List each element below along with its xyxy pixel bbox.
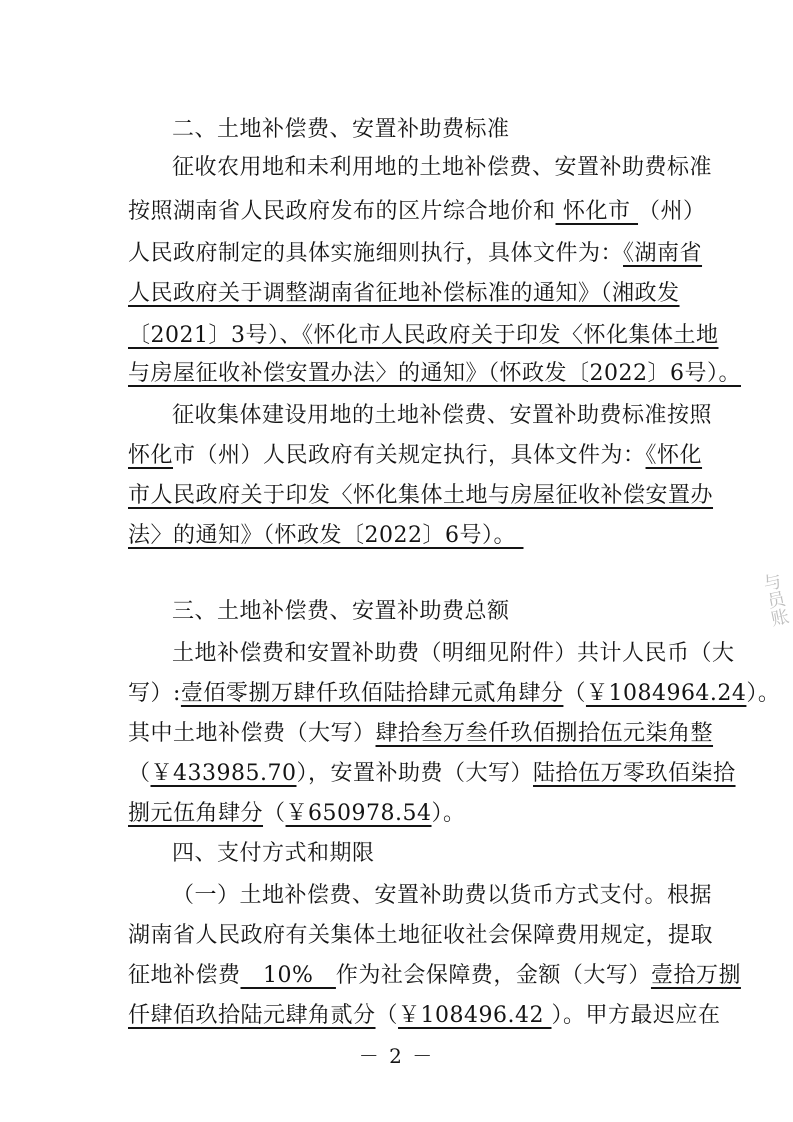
seal-fragment: 与员账 bbox=[758, 571, 791, 629]
filled-document-title: 人民政府关于调整湖南省征地补偿标准的通知》（湘政发 bbox=[128, 281, 680, 306]
filled-document-title: 〔2021〕3号）、《怀化市人民政府关于印发〈怀化集体土地 bbox=[128, 323, 719, 348]
paragraph-line: 土地补偿费和安置补助费（明细见附件）共计人民币（大 bbox=[172, 641, 735, 666]
social-security-words: 仟肆佰玖拾陆元肆角贰分 bbox=[128, 1003, 376, 1028]
paragraph-line: 其中土地补偿费（大写）肆拾叁万叁仟玖佰捌拾伍元柒角整 bbox=[128, 721, 714, 746]
paragraph-line bbox=[0, 318, 793, 354]
filled-document-title: 法〉的通知》（怀政发〔2022〕6号）。 bbox=[128, 523, 516, 548]
resettlement-subsidy-words: 陆拾伍万零玖佰柒拾 bbox=[533, 761, 736, 786]
resettlement-subsidy-words: 捌元伍角肆分 bbox=[128, 801, 264, 826]
paragraph-line bbox=[0, 478, 793, 514]
paragraph-line: 写）:壹佰零捌万肆仟玖佰陆拾肆元贰角肆分（￥1084964.24）。 bbox=[128, 681, 781, 706]
resettlement-subsidy-number: ￥650978.54 bbox=[285, 801, 432, 826]
paragraph-line bbox=[0, 518, 793, 554]
filled-city-name: 怀化 bbox=[128, 443, 174, 468]
total-amount-words: 壹佰零捌万肆仟玖佰陆拾肆元贰角肆分 bbox=[180, 681, 564, 706]
section-heading-4: 四、支付方式和期限 bbox=[172, 841, 375, 866]
filled-document-title: 《湖南省 bbox=[623, 241, 703, 266]
paragraph-line: 湖南省人民政府有关集体土地征收社会保障费用规定，提取 bbox=[128, 923, 714, 948]
filled-document-title: 与房屋征收补偿安置办法〉的通知》（怀政发〔2022〕6号）。 bbox=[128, 361, 741, 386]
paragraph-line bbox=[0, 276, 793, 312]
social-security-rate: 10% bbox=[240, 963, 336, 988]
filled-document-title: 《怀化 bbox=[645, 443, 703, 468]
page-number: － 2 － bbox=[358, 1044, 435, 1068]
total-amount-number: ￥1084964.24 bbox=[585, 681, 747, 706]
section-heading-2: 二、土地补偿费、安置补助费标准 bbox=[172, 117, 510, 142]
section-heading-3: 三、土地补偿费、安置补助费总额 bbox=[172, 599, 510, 624]
paragraph-line: 人民政府制定的具体实施细则执行，具体文件为：《湖南省 bbox=[128, 241, 703, 266]
filled-city-name: 怀化市 bbox=[555, 199, 639, 224]
paragraph-line: （￥433985.70），安置补助费（大写）陆拾伍万零玖佰柒拾 bbox=[128, 761, 736, 786]
paragraph-line: （一）土地补偿费、安置补助费以货币方式支付。根据 bbox=[172, 883, 713, 908]
land-compensation-words: 肆拾叁万叁仟玖佰捌拾伍元柒角整 bbox=[375, 721, 714, 746]
paragraph-line: 征收农用地和未利用地的土地补偿费、安置补助费标准 bbox=[172, 155, 713, 180]
paragraph-line: 征收集体建设用地的土地补偿费、安置补助费标准按照 bbox=[172, 403, 713, 428]
paragraph-line: 按照湖南省人民政府发布的区片综合地价和 怀化市 （州） bbox=[128, 199, 706, 224]
land-compensation-number: ￥433985.70 bbox=[150, 761, 297, 786]
paragraph-line: 怀化市（州）人民政府有关规定执行，具体文件为：《怀化 bbox=[128, 443, 703, 468]
paragraph-line: 征地补偿费 10% 作为社会保障费，金额（大写）壹拾万捌 bbox=[128, 963, 741, 988]
paragraph-line: 捌元伍角肆分（￥650978.54）。 bbox=[128, 801, 466, 826]
filled-document-title: 市人民政府关于印发〈怀化集体土地与房屋征收补偿安置办 bbox=[128, 483, 714, 508]
paragraph-line: 仟肆佰玖拾陆元肆角贰分（￥108496.42 ）。甲方最迟应在 bbox=[128, 1003, 721, 1028]
paragraph-line bbox=[0, 356, 793, 392]
social-security-words: 壹拾万捌 bbox=[650, 963, 741, 988]
social-security-number: ￥108496.42 bbox=[398, 1003, 552, 1028]
